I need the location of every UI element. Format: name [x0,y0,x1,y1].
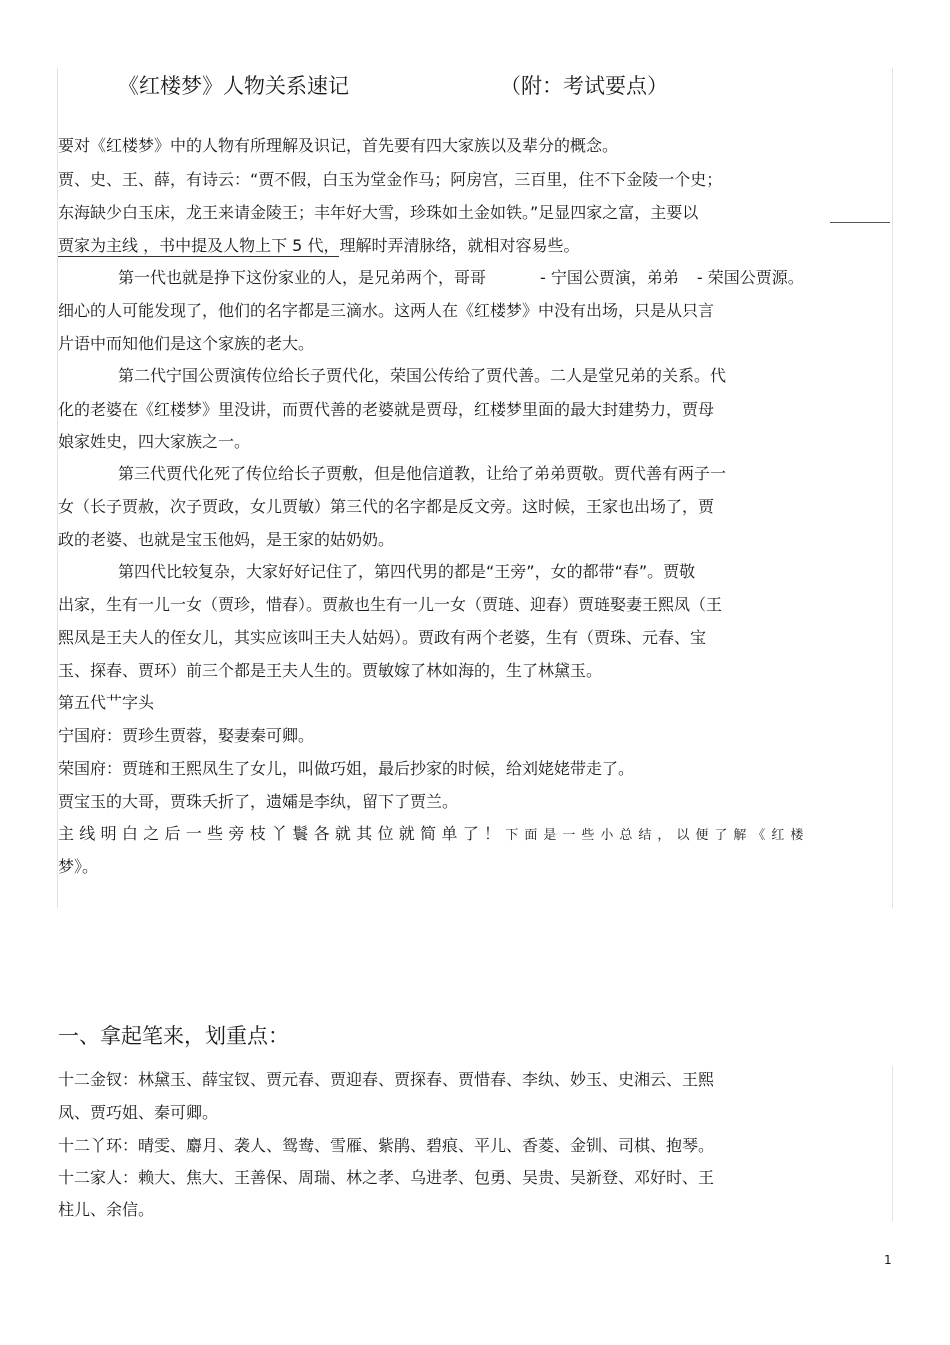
gen3-line: 政的老婆、也就是宝玉他妈，是王家的姑奶奶。 [58,530,395,549]
gen5-line: 第五代艹字头 [58,693,155,712]
underlined-phrase: 贾家为主线 ，书中提及人物上下 5 代， [58,236,340,255]
closing-text-small: 下面是一些小总结，以便了解《红楼 [505,828,810,843]
left-border-line [57,68,58,908]
gen4-line: 熙凤是王夫人的侄女儿，其实应该叫王夫人姑妈）。贾政有两个老婆，生有（贾珠、元春、宝 [58,628,707,647]
list-line: 凤、贾巧姐、秦可卿。 [58,1103,219,1122]
right-border-line-lower [892,1066,893,1221]
gen5-line: 贾宝玉的大哥，贾珠夭折了，遗孀是李纨，留下了贾兰。 [58,792,459,811]
right-border-line [892,68,893,908]
section-heading: 一、拿起笔来，划重点： [58,1024,289,1048]
intro-line: 要对《红楼梦》中的人物有所理解及识记，首先要有四大家族以及辈分的概念。 [58,136,619,155]
page-title: 《红楼梦》人物关系速记 [118,74,349,98]
gen2-line: 第二代宁国公贾演传位给长子贾代化，荣国公传给了贾代善。二人是堂兄弟的关系。代 [118,366,727,385]
list-line: 十二家人：赖大、焦大、王善保、周瑞、林之孝、乌进孝、包勇、吴贵、吴新登、邓好时、王 [58,1168,715,1187]
gen1-text: - 荣国公贾源。 [696,268,804,287]
gen1-line [118,268,804,288]
title-note: （附：考试要点） [500,74,668,98]
gen2-line: 娘家姓史，四大家族之一。 [58,432,251,451]
list-line: 十二金钗：林黛玉、薛宝钗、贾元春、贾迎春、贾探春、贾惜春、李纨、妙玉、史湘云、王熙 [58,1070,715,1089]
gen1-line: 片语中而知他们是这个家族的老大。 [58,334,315,353]
intro-line-end: 理解时弄清脉络，就相对容易些。 [339,236,580,255]
gen5-line: 荣国府：贾琏和王熙凤生了女儿，叫做巧姐，最后抄家的时候，给刘姥姥带走了。 [58,759,635,778]
closing-text: 主线明白之后一些旁枝丫鬟各就其位就简单了！ [58,824,506,843]
intro-line: 贾、史、王、薛，有诗云：“贾不假，白玉为堂金作马；阿房宫，三百里，住不下金陵一个史； [58,170,723,189]
intro-line: 东海缺少白玉床，龙王来请金陵王；丰年好大雪，珍珠如土金如铁。”足显四家之富，主要以 [58,203,699,222]
gen4-line: 出家，生有一儿一女（贾珍，惜春）。贾赦也生有一儿一女（贾琏、迎春）贾琏娶妻王熙凤（王 [58,595,723,614]
gen4-line: 第四代比较复杂，大家好好记住了，第四代男的都是“王旁”，女的都带“春”。贾敬 [118,562,696,581]
gen3-line: 女（长子贾赦，次子贾政，女儿贾敏）第三代的名字都是反文旁。这时候，王家也出场了，贾 [58,497,715,516]
gen4-line: 玉、探春、贾环）前三个都是王夫人生的。贾敏嫁了林如海的，生了林黛玉。 [58,661,603,680]
gen1-line: 细心的人可能发现了，他们的名字都是三滴水。这两人在《红楼梦》中没有出场，只是从只言 [58,301,715,320]
list-line: 柱儿、余信。 [58,1200,155,1219]
page-number: 1 [884,1253,892,1267]
blank-underline [830,222,890,223]
closing-line: 梦》。 [58,857,99,876]
list-line: 十二丫环：晴雯、麝月、袭人、鸳鸯、雪雁、紫鹃、碧痕、平儿、香菱、金钏、司棋、抱琴。 [58,1136,715,1155]
closing-line [58,824,809,846]
intro-line [58,236,579,256]
gen1-text: - 宁国公贾演，弟弟 [540,268,679,287]
gen2-line: 化的老婆在《红楼梦》里没讲，而贾代善的老婆就是贾母，红楼梦里面的最大封建势力，贾母 [58,400,715,419]
gen3-line: 第三代贾代化死了传位给长子贾敷，但是他信道教，让给了弟弟贾敬。贾代善有两子一 [118,464,727,483]
gen5-line: 宁国府：贾珍生贾蓉，娶妻秦可卿。 [58,726,315,745]
gen1-text: 第一代也就是挣下这份家业的人，是兄弟两个，哥哥 [118,268,487,287]
